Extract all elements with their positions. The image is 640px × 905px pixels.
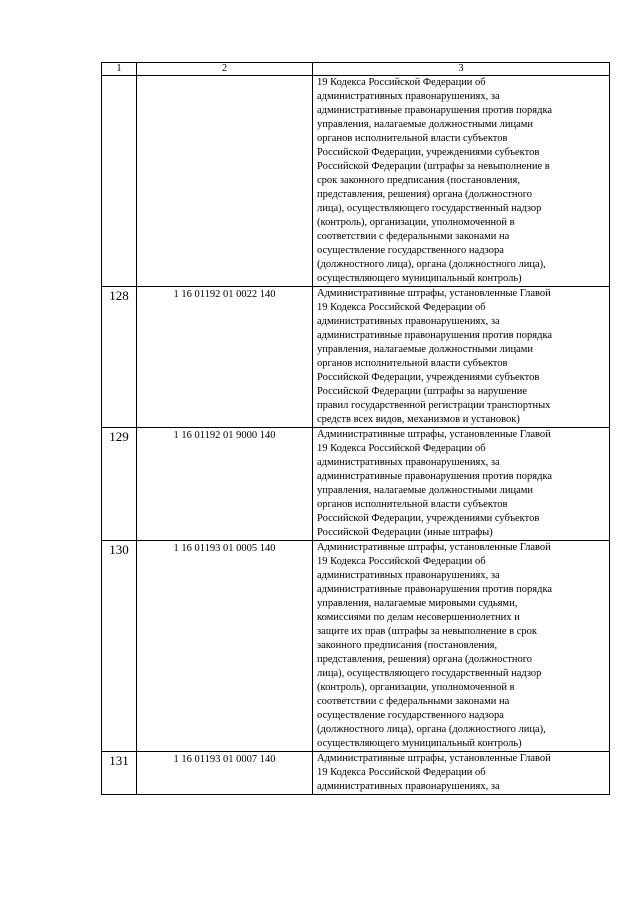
description-line: лица), осуществляющего государственный надзор [317,203,542,214]
header-col-2: 2 [137,63,313,76]
description-line: органов исполнительной власти субъектов [317,358,508,369]
row-number: 128 [102,287,137,428]
table-row [102,541,610,752]
description-line: лица), осуществляющего государственный надзор [317,668,542,679]
row-number: 129 [102,428,137,541]
description-line: административные правонарушения против порядка [317,471,553,482]
description-cell [313,287,610,428]
description-line: правил государственной регистрации транспортных [317,400,551,411]
description-line: 19 Кодекса Российской Федерации об [317,443,486,454]
description-line: 19 Кодекса Российской Федерации об [317,556,486,567]
budget-code: 1 16 01192 01 0022 140 [137,287,313,428]
budget-code: 1 16 01192 01 9000 140 [137,428,313,541]
description-line: соответствии с федеральными законами на [317,231,510,242]
description-line: (должностного лица), органа (должностного лица), [317,724,546,735]
description-cell [313,76,610,287]
description-line: Российской Федерации, учреждениями субъектов [317,147,540,158]
description-line: Административные штрафы, установленные Главой [317,288,551,299]
description-line: Российской Федерации (штрафы за нарушение [317,386,527,397]
description-line: осуществляющего муниципальный контроль) [317,738,522,749]
description-line: осуществление государственного надзора [317,710,504,721]
table-row [102,428,610,541]
description-line: представления, решения) органа (должностного [317,654,533,665]
description-line: 19 Кодекса Российской Федерации об [317,767,486,778]
description-line: защите их прав (штрафы за невыполнение в срок [317,626,538,637]
description-line: Российской Федерации, учреждениями субъектов [317,372,540,383]
description-line: Административные штрафы, установленные Главой [317,542,551,553]
description-line: средств всех видов, механизмов и установок) [317,414,520,425]
description-line: административных правонарушениях, за [317,91,500,102]
description-line: административных правонарушениях, за [317,457,500,468]
description-line: Российской Федерации (штрафы за невыполнение в [317,161,550,172]
budget-code [137,76,313,287]
header-col-1: 1 [102,63,137,76]
description-line: Российской Федерации (иные штрафы) [317,527,493,538]
description-line: административные правонарушения против порядка [317,330,553,341]
table-row [102,76,610,287]
description-line: административных правонарушениях, за [317,316,500,327]
description-line: органов исполнительной власти субъектов [317,499,508,510]
description-line: комиссиями по делам несовершеннолетних и [317,612,520,623]
table-row [102,287,610,428]
description-line: (контроль), организации, уполномоченной в [317,217,515,228]
description-cell [313,541,610,752]
description-line: осуществляющего муниципальный контроль) [317,273,522,284]
description-line: законного предписания (постановления, [317,640,498,651]
description-line: осуществление государственного надзора [317,245,504,256]
document-table [101,62,610,795]
description-line: административных правонарушениях, за [317,570,500,581]
description-line: 19 Кодекса Российской Федерации об [317,77,486,88]
description-line: органов исполнительной власти субъектов [317,133,508,144]
row-number: 131 [102,752,137,795]
row-number: 130 [102,541,137,752]
description-line: представления, решения) органа (должностного [317,189,533,200]
description-line: срок законного предписания (постановления, [317,175,520,186]
description-line: соответствии с федеральными законами на [317,696,510,707]
description-line: Российской Федерации, учреждениями субъектов [317,513,540,524]
description-line: управления, налагаемые мировыми судьями, [317,598,518,609]
budget-code: 1 16 01193 01 0007 140 [137,752,313,795]
table-body [102,63,610,795]
header-col-3: 3 [313,63,610,76]
description-line: (контроль), организации, уполномоченной в [317,682,515,693]
description-line: Административные штрафы, установленные Главой [317,429,551,440]
description-line: административные правонарушения против порядка [317,105,553,116]
budget-code: 1 16 01193 01 0005 140 [137,541,313,752]
description-cell [313,752,610,795]
description-line: управления, налагаемые должностными лицами [317,344,533,355]
description-line: управления, налагаемые должностными лицами [317,485,533,496]
row-number [102,76,137,287]
description-line: административные правонарушения против порядка [317,584,553,595]
description-cell [313,428,610,541]
description-line: 19 Кодекса Российской Федерации об [317,302,486,313]
description-line: управления, налагаемые должностными лицами [317,119,533,130]
description-line: административных правонарушениях, за [317,781,500,792]
header-row [102,63,610,76]
description-line: (должностного лица), органа (должностного лица), [317,259,546,270]
table-row [102,752,610,795]
description-line: Административные штрафы, установленные Главой [317,753,551,764]
